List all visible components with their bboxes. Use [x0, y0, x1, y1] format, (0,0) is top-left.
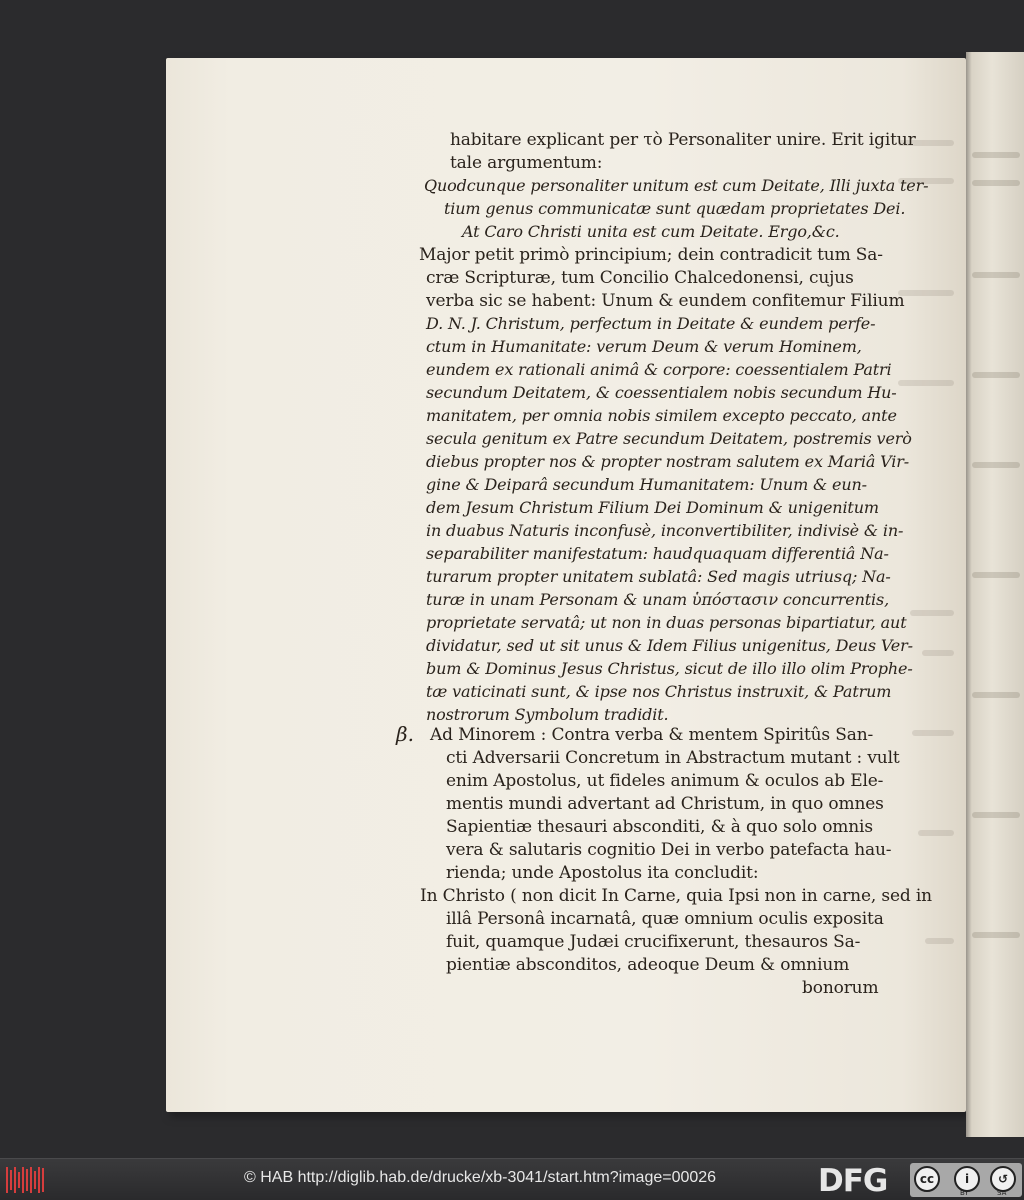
text-line: turarum propter unitatem sublatâ: Sed magis utriusq; Na- [426, 567, 891, 586]
text-line: habitare explicant per τὸ Personaliter unire. Erit igitur [450, 130, 916, 150]
dfg-logo[interactable]: DFG [818, 1163, 888, 1199]
text-line: Sapientiæ thesauri absconditi, & à quo solo omnis [446, 817, 873, 837]
text-line: diebus propter nos & propter nostram salutem ex Mariâ Vir- [426, 452, 910, 471]
text-line: mentis mundi advertant ad Christum, in quo omnes [446, 794, 884, 814]
text-line: Major petit primò principium; dein contradicit tum Sa- [419, 245, 883, 265]
text-line: secula genitum ex Patre secundum Deitatem, postremis verò [426, 429, 912, 448]
text-line: dividatur, sed ut sit unus & Idem Filius unigenitus, Deus Ver- [426, 636, 913, 655]
sa-icon: ↺ [990, 1166, 1016, 1192]
text-line: nostrorum Symbolum tradidit. [426, 705, 669, 724]
text-line: tium genus communicatæ sunt quædam proprietates Dei. [444, 199, 906, 218]
text-line: At Caro Christi unita est cum Deitate. Ergo,&c. [462, 222, 840, 241]
text-line: enim Apostolus, ut fideles animum & oculos ab Ele- [446, 771, 884, 791]
text-line: tæ vaticinati sunt, & ipse nos Christus instruxit, & Patrum [426, 682, 892, 701]
text-line: In Christo ( non dicit In Carne, quia Ipsi non in carne, sed in [420, 886, 932, 906]
text-line: Ad Minorem : Contra verba & mentem Spiritûs San- [430, 725, 874, 745]
text-line: vera & salutaris cognitio Dei in verbo patefacta hau- [446, 840, 892, 860]
footer-bar [0, 1158, 1024, 1200]
text-line: bum & Dominus Jesus Christus, sicut de illo illo olim Prophe- [426, 659, 913, 678]
section-marker: β. [396, 722, 414, 746]
text-line: D. N. J. Christum, perfectum in Deitate & eundem perfe- [426, 314, 876, 333]
text-line: secundum Deitatem, & coessentialem nobis secundum Hu- [426, 383, 897, 402]
license-badge[interactable] [910, 1163, 1022, 1197]
text-line: tale argumentum: [450, 153, 603, 173]
by-icon: i [954, 1166, 980, 1192]
hab-barcode-logo[interactable] [6, 1167, 46, 1193]
license-label-by: BY [960, 1189, 969, 1197]
license-label-sa: SA [997, 1189, 1007, 1197]
text-line: fuit, quamque Judæi crucifixerunt, thesauros Sa- [446, 932, 861, 952]
source-link[interactable]: © HAB http://diglib.hab.de/drucke/xb-3041/start.htm?image=00026 [244, 1169, 717, 1186]
cc-icon: cc [914, 1166, 940, 1192]
text-line: cti Adversarii Concretum in Abstractum mutant : vult [446, 748, 900, 768]
text-line: illâ Personâ incarnatâ, quæ omnium oculis exposita [446, 909, 884, 929]
catchword: bonorum [802, 978, 879, 998]
text-line: verba sic se habent: Unum & eundem confitemur Filium [426, 291, 905, 311]
text-line: Quodcunque personaliter unitum est cum Deitate, Illi juxta ter- [424, 176, 929, 195]
text-line: manitatem, per omnia nobis similem excepto peccato, ante [426, 406, 897, 425]
text-line: turæ in unam Personam & unam ὑπόστασιν concurrentis, [426, 590, 890, 609]
text-line: rienda; unde Apostolus ita concludit: [446, 863, 759, 883]
text-line: eundem ex rationali animâ & corpore: coessentialem Patri [426, 360, 892, 379]
text-line: ctum in Humanitate: verum Deum & verum Hominem, [426, 337, 862, 356]
text-line: pientiæ absconditos, adeoque Deum & omnium [446, 955, 850, 975]
text-line: proprietate servatâ; ut non in duas personas bipartiatur, aut [426, 613, 907, 632]
text-line: dem Jesum Christum Filium Dei Dominum & unigenitum [426, 498, 879, 517]
text-line: gine & Deiparâ secundum Humanitatem: Unum & eun- [426, 475, 867, 494]
text-line: cræ Scripturæ, tum Concilio Chalcedonensi, cujus [426, 268, 854, 288]
text-line: in duabus Naturis inconfusè, inconvertibiliter, indivisè & in- [426, 521, 904, 540]
text-line: separabiliter manifestatum: haudquaquam differentiâ Na- [426, 544, 889, 563]
